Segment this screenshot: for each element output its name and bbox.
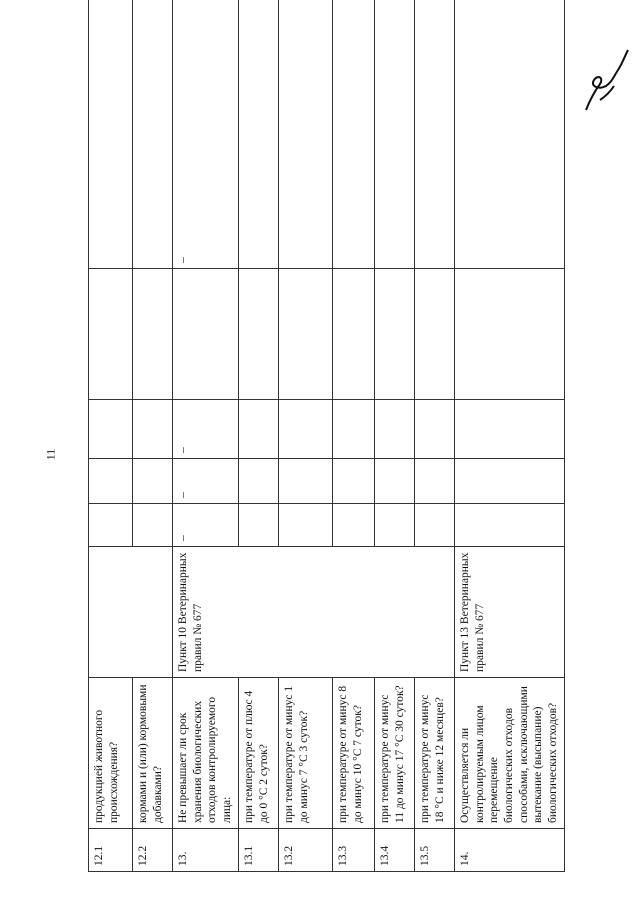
row-number: 13.2 <box>278 829 332 872</box>
comment-cell <box>278 0 332 269</box>
answer-yes-cell <box>454 504 564 547</box>
row-number: 13.3 <box>332 829 374 872</box>
notes-cell <box>414 269 454 400</box>
answer-na-cell: – <box>173 400 239 459</box>
notes-cell <box>374 269 414 400</box>
row-question: Осуществляется ли контролируемым лицом перемещение биологических отходов способами, исключающими вытекание (высыпание) биологических отходов? <box>454 678 564 829</box>
row-reference <box>89 547 173 678</box>
answer-yes-cell <box>89 504 133 547</box>
row-number: 13.5 <box>414 829 454 872</box>
notes-cell <box>133 269 173 400</box>
notes-cell <box>238 269 278 400</box>
row-reference: Пункт 13 Ветеринарных правил № 677 <box>454 547 564 678</box>
comment-cell <box>454 0 564 269</box>
answer-no-cell <box>89 459 133 504</box>
table-row <box>173 0 239 872</box>
notes-cell <box>89 269 133 400</box>
row-question: при температуре от минус 11 до минус 17 °С 30 суток? <box>374 678 414 829</box>
answer-yes-cell <box>374 504 414 547</box>
answer-no-cell <box>332 459 374 504</box>
answer-yes-cell <box>238 504 278 547</box>
answer-na-cell <box>278 400 332 459</box>
answer-no-cell <box>454 459 564 504</box>
row-number: 13.1 <box>238 829 278 872</box>
answer-no-cell <box>414 459 454 504</box>
row-number: 12.2 <box>133 829 173 872</box>
checklist-table <box>88 0 565 872</box>
answer-no-cell <box>238 459 278 504</box>
table-row <box>374 0 414 872</box>
answer-yes-cell <box>332 504 374 547</box>
handwritten-signature <box>580 40 640 120</box>
answer-yes-cell: – <box>173 504 239 547</box>
row-number: 13.4 <box>374 829 414 872</box>
answer-na-cell <box>133 400 173 459</box>
answer-na-cell <box>454 400 564 459</box>
row-reference: Пункт 10 Ветеринарных правил № 677 <box>173 547 455 678</box>
page-number: 11 <box>43 448 58 461</box>
row-question: при температуре от минус 8 до минус 10 °С 7 суток? <box>332 678 374 829</box>
row-number: 12.1 <box>89 829 133 872</box>
answer-no-cell <box>133 459 173 504</box>
comment-cell <box>332 0 374 269</box>
answer-na-cell <box>374 400 414 459</box>
notes-cell <box>173 269 239 400</box>
table-row <box>89 0 133 872</box>
notes-cell <box>454 269 564 400</box>
row-question: продукцией животного происхождения? <box>89 678 133 829</box>
table-row <box>238 0 278 872</box>
table-row <box>278 0 332 872</box>
comment-cell <box>414 0 454 269</box>
answer-na-cell <box>414 400 454 459</box>
answer-na-cell <box>238 400 278 459</box>
table-row <box>332 0 374 872</box>
answer-no-cell <box>374 459 414 504</box>
comment-cell <box>89 0 133 269</box>
row-question: кормами и (или) кормовыми добавками? <box>133 678 173 829</box>
row-question: при температуре от плюс 4 до 0 °С 2 суток? <box>238 678 278 829</box>
answer-na-cell <box>89 400 133 459</box>
table-row <box>133 0 173 872</box>
answer-yes-cell <box>133 504 173 547</box>
notes-cell <box>278 269 332 400</box>
row-question: Не превышает ли срок хранения биологических отходов контролируемого лица: <box>173 678 239 829</box>
row-number: 13. <box>173 829 239 872</box>
notes-cell <box>332 269 374 400</box>
row-question: при температуре от минус 18 °С и ниже 12 месяцев? <box>414 678 454 829</box>
answer-yes-cell <box>278 504 332 547</box>
checklist-table-rotated <box>88 82 623 872</box>
table-row <box>454 0 564 872</box>
comment-cell <box>238 0 278 269</box>
table-row <box>414 0 454 872</box>
comment-cell <box>374 0 414 269</box>
answer-yes-cell <box>414 504 454 547</box>
answer-no-cell <box>278 459 332 504</box>
comment-cell <box>133 0 173 269</box>
comment-cell: – <box>173 0 239 269</box>
row-question: при температуре от минус 1 до минус 7 °С 3 суток? <box>278 678 332 829</box>
answer-no-cell: – <box>173 459 239 504</box>
row-number: 14. <box>454 829 564 872</box>
answer-na-cell <box>332 400 374 459</box>
